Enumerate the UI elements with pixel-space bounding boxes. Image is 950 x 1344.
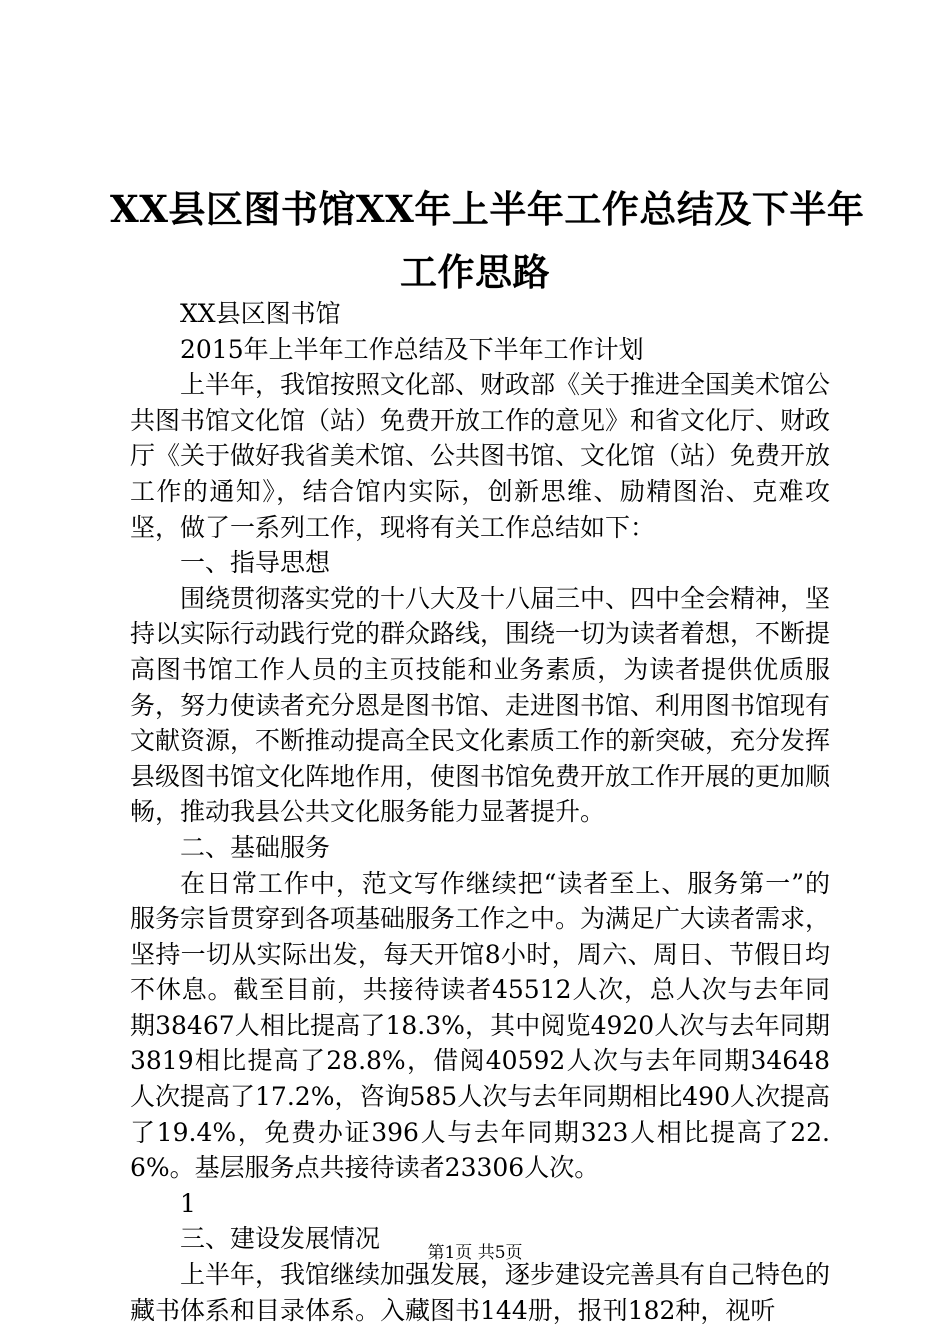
document-title-line-2: 工作思路 (400, 250, 550, 294)
section-heading-basic-service: 二、基础服务 (180, 832, 331, 862)
basic-service-paragraph: 在日常工作中，范文写作继续把“读者至上、服务第一”的服务宗旨贯穿到各项基础服务工作之中。为满足广大读者需求，坚持一切从实际出发，每天开馆8小时，周六、周日、节假日均不休息。截至目前，共接待读者45512人次，总人次与去年同期38467人相比提高了18.3%，其中阅览4920人次与去年同期3819相比提高了28.8%，借阅40592人次与去年同期34648人次提高了17.2%，咨询585人次与去年同期相比490人次提高了19.4%，免费办证396人与去年同期323人相比提高了22.6%。基层服务点共接待读者23306人次。 (130, 868, 831, 1183)
development-paragraph: 上半年，我馆继续加强发展，逐步建设完善具有自己特色的藏书体系和目录体系。入藏图书144册，报刊182种，视听 (130, 1260, 831, 1325)
document-body (130, 296, 830, 1328)
guiding-ideology-paragraph: 围绕贯彻落实党的十八大及十八届三中、四中全会精神，坚持以实际行动践行党的群众路线，围绕一切为读者着想，不断提高图书馆工作人员的主页技能和业务素质，为读者提供优质服务，努力使读者充分恩是图书馆、走进图书馆、利用图书馆现有文献资源，不断推动提高全民文化素质工作的新突破，充分发挥县级图书馆文化阵地作用，使图书馆免费开放工作开展的更加顺畅，推动我县公共文化服务能力显著提升。 (130, 583, 831, 827)
section-heading-development: 三、建设发展情况 (180, 1224, 381, 1254)
section-heading-guiding-ideology: 一、指导思想 (180, 548, 331, 578)
intro-paragraph: 上半年，我馆按照文化部、财政部《关于推进全国美术馆公共图书馆文化馆（站）免费开放工作的意见》和省文化厅、财政厅《关于做好我省美术馆、公共图书馆、文化馆（站）免费开放工作的通知》，结合馆内实际，创新思维、励精图治、克难攻坚，做了一系列工作，现将有关工作总结如下： (130, 370, 831, 542)
document-title-line-1: XX县区图书馆XX年上半年工作总结及下半年 (110, 187, 865, 231)
inline-page-number: 1 (180, 1188, 196, 1218)
report-subtitle: 2015年上半年工作总结及下半年工作计划 (180, 334, 644, 364)
org-name: XX县区图书馆 (180, 299, 341, 328)
page-footer: 第1页 共5页 (427, 1243, 523, 1263)
